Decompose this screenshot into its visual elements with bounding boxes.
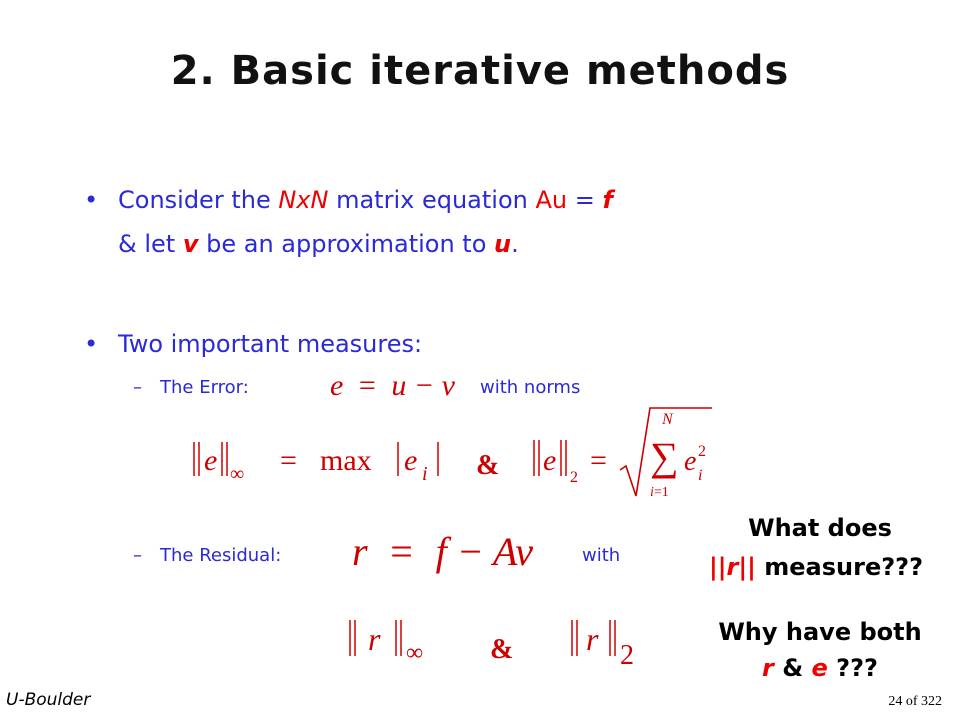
bullet-1-text-b: matrix equation [328, 186, 536, 214]
error-norms-formula [180, 404, 720, 504]
error-label: The Error: [160, 377, 249, 398]
question-2-line-2 [700, 654, 940, 682]
svg-text:e: e [404, 444, 418, 477]
nxn-term: NxN [278, 186, 329, 214]
f-term: f [602, 186, 613, 214]
residual-dash: – [133, 545, 142, 566]
question-1-measure: measure??? [755, 553, 923, 581]
svg-text:i: i [422, 463, 428, 485]
error-eq-equals: = [358, 369, 376, 402]
svg-text:r: r [586, 621, 599, 657]
au-term: Au [535, 186, 568, 214]
svg-text:max: max [320, 444, 372, 477]
residual-eq-lhs: r [352, 529, 368, 574]
svg-text:i: i [698, 467, 703, 484]
svg-text:&: & [476, 450, 500, 481]
svg-text:=: = [590, 444, 607, 477]
svg-text:N: N [662, 411, 673, 428]
question-1-line-1: What does [748, 514, 892, 542]
residual-equation [352, 528, 533, 575]
u-term: u [494, 230, 512, 258]
bullet-1-line-1 [118, 186, 613, 214]
bullet-1-text-d: be an approximation to [198, 230, 495, 258]
question-2-line-1: Why have both [718, 618, 922, 646]
question-2-qm: ??? [827, 654, 878, 682]
residual-label: The Residual: [160, 545, 282, 566]
svg-text:∑: ∑ [650, 434, 679, 479]
question-1-line-2 [676, 553, 956, 581]
bullet-1-line-2 [118, 230, 519, 258]
bullet-1-text-a: Consider the [118, 186, 279, 214]
bullet-1-dot: . [511, 230, 519, 258]
bullet-1-eq: = [567, 186, 603, 214]
residual-norms-formula [340, 612, 660, 682]
svg-text:e: e [684, 446, 697, 477]
footer-affiliation: U-Boulder [6, 690, 91, 710]
svg-text:2: 2 [698, 443, 706, 460]
svg-text:e: e [543, 444, 557, 477]
error-eq-lhs: e [330, 369, 344, 402]
bullet-dot-1: • [84, 186, 99, 214]
svg-text:r: r [368, 621, 381, 657]
error-dash: – [133, 377, 142, 398]
residual-eq-equals: = [390, 529, 413, 574]
error-with-norms: with norms [480, 377, 581, 398]
error-equation [330, 368, 455, 403]
bullet-1-text-c: & let [118, 230, 183, 258]
svg-text:i=1: i=1 [650, 485, 669, 500]
residual-eq-rhs: f − Av [435, 529, 533, 574]
svg-text:&: & [490, 634, 514, 665]
svg-text:∞: ∞ [406, 640, 424, 666]
v-term: v [182, 230, 199, 258]
error-eq-rhs: u − v [391, 369, 455, 402]
r-norm-term: ||r|| [709, 553, 756, 581]
r-term: r [762, 654, 774, 682]
page-number: 24 of 322 [888, 694, 942, 709]
e-term: e [811, 654, 828, 682]
residual-with: with [582, 545, 621, 566]
svg-text:∞: ∞ [230, 463, 245, 485]
bullet-2-text: Two important measures: [118, 330, 423, 358]
slide-title: 2. Basic iterative methods [170, 48, 790, 94]
bullet-dot-2: • [84, 330, 99, 358]
question-2-amp: & [773, 654, 812, 682]
svg-text:2: 2 [570, 469, 578, 486]
svg-text:2: 2 [620, 640, 634, 671]
svg-text:e: e [204, 444, 218, 477]
svg-text:=: = [280, 444, 297, 477]
